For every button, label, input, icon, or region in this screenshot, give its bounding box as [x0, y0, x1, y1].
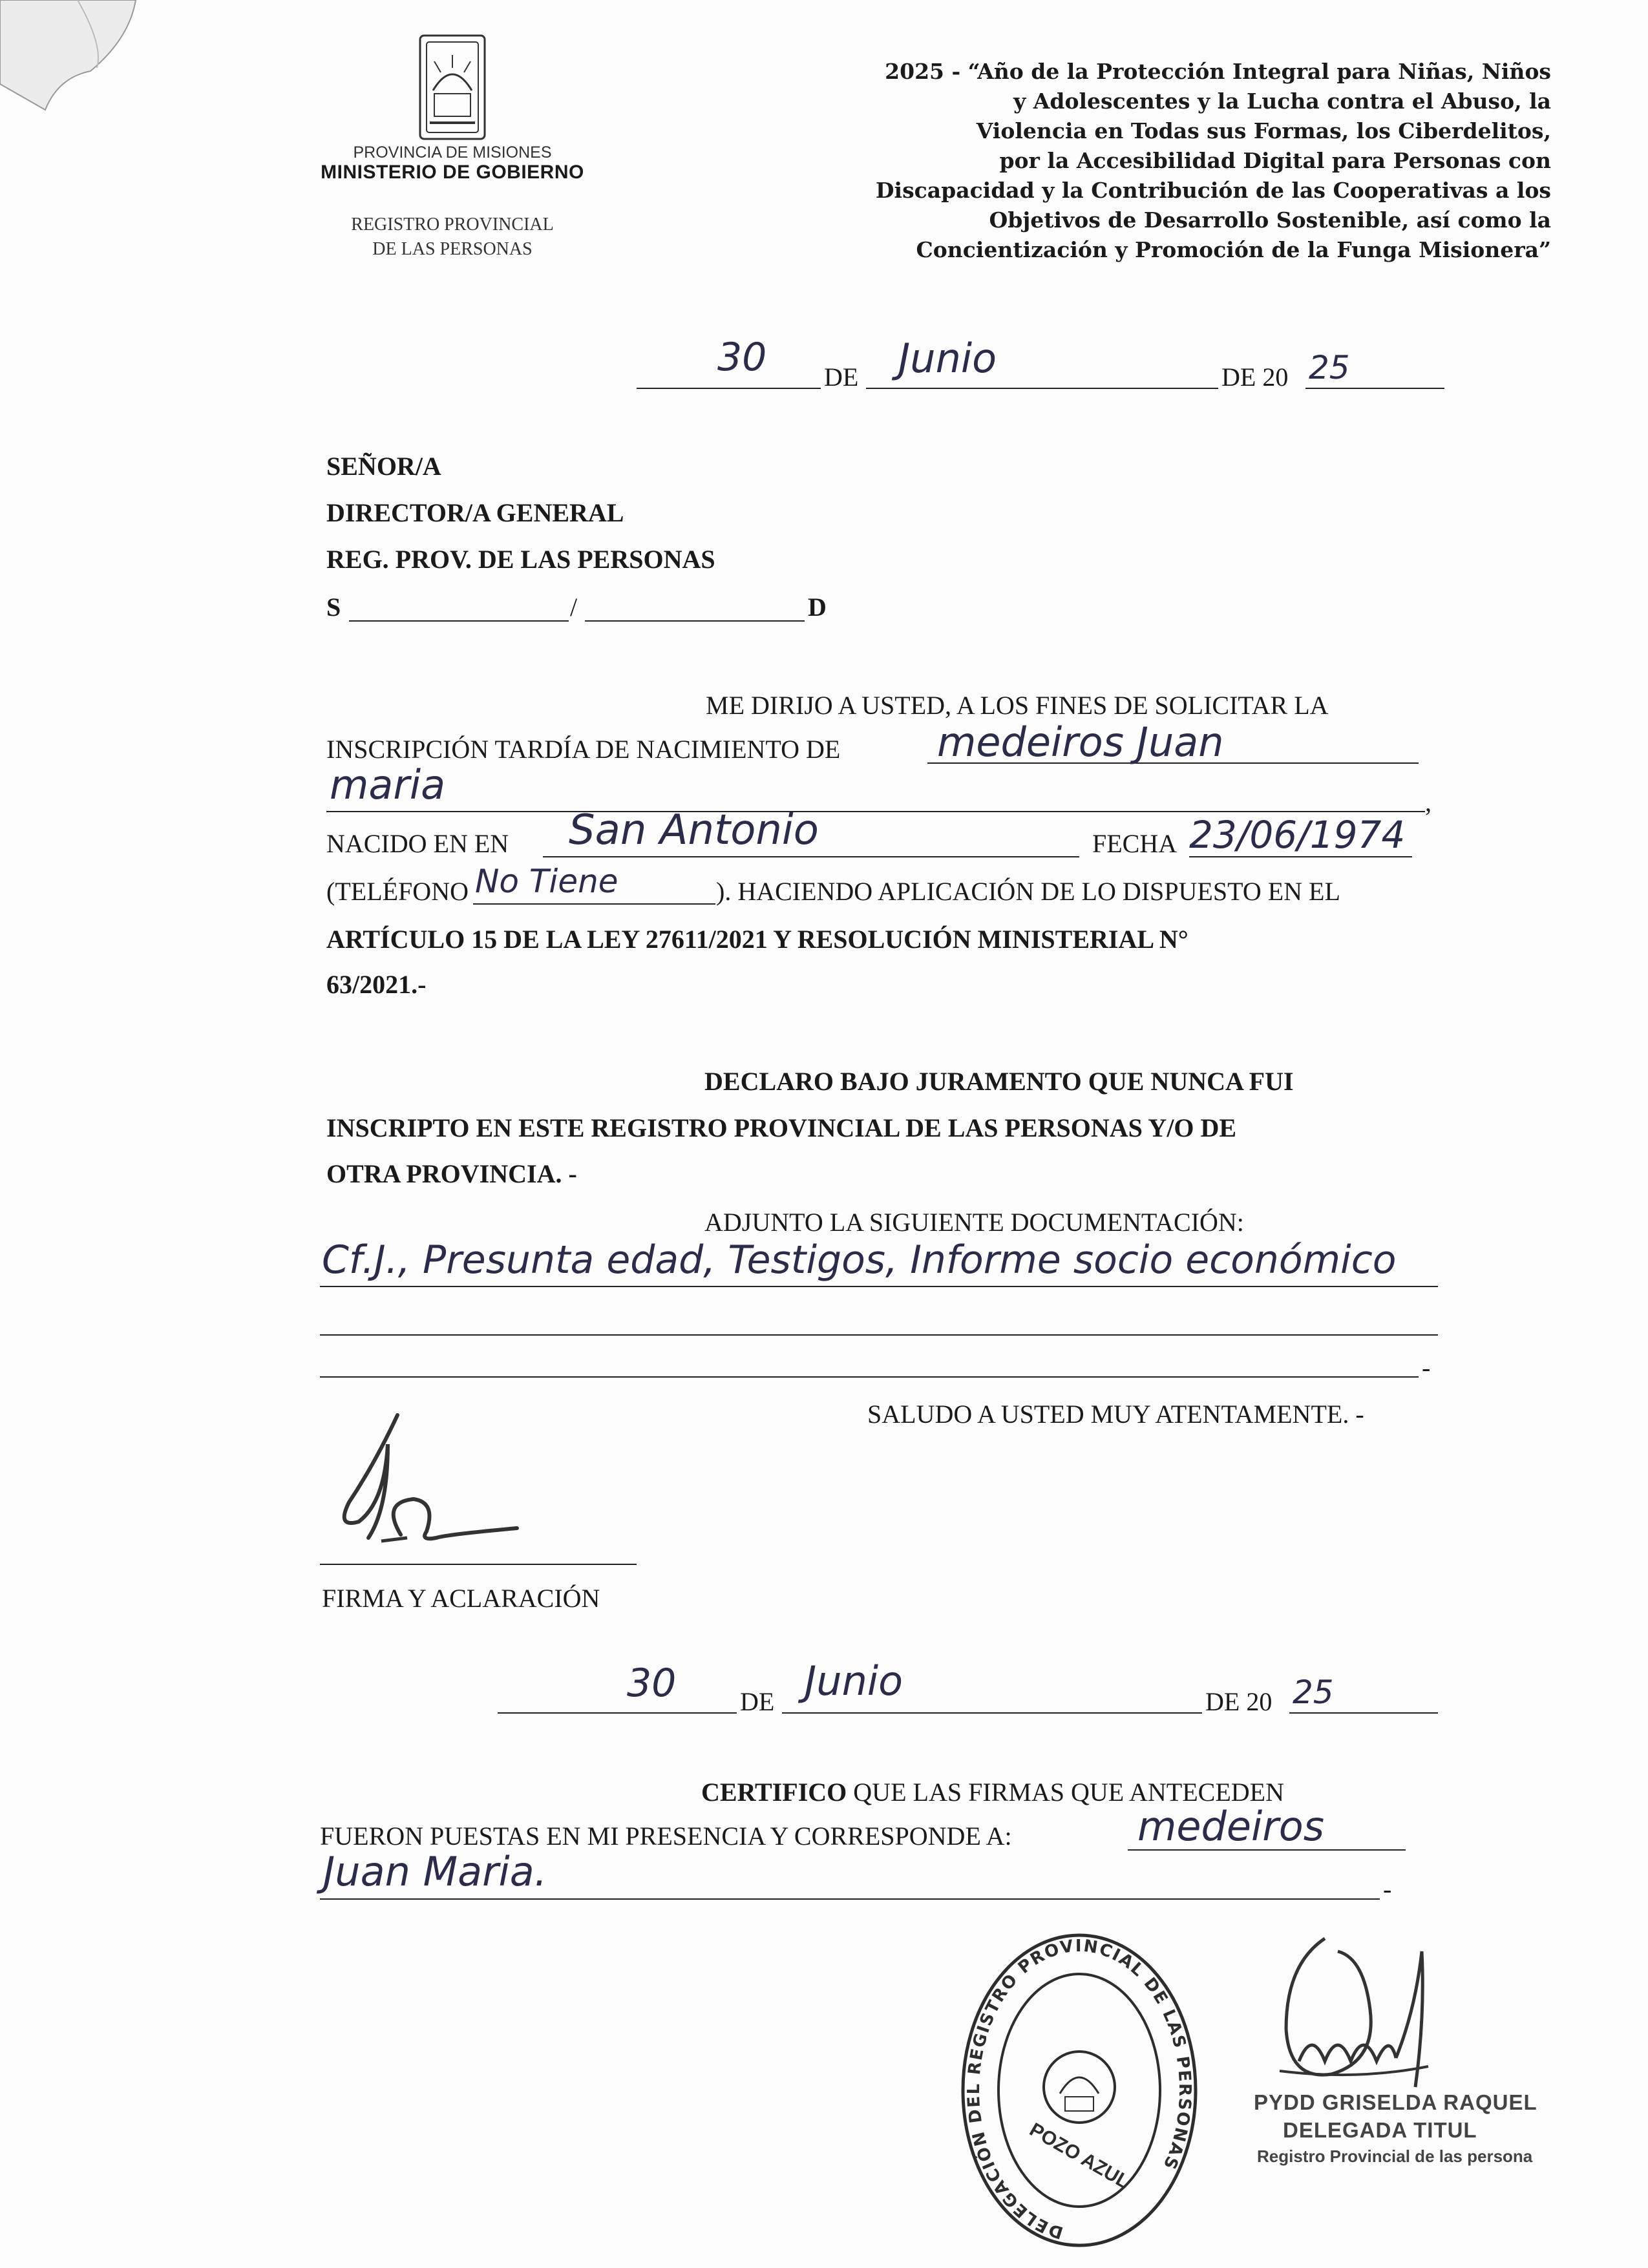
date2-day-line	[498, 1712, 737, 1714]
certification-line2: FUERON PUESTAS EN MI PRESENCIA Y CORRESPONDE A:	[320, 1822, 1012, 1851]
documents-line3	[320, 1376, 1419, 1378]
signature-label: FIRMA Y ACLARACIÓN	[322, 1584, 600, 1613]
certification-bold: CERTIFICO	[701, 1778, 847, 1807]
phone-rest: ). HACIENDO APLICACIÓN DE LO DISPUESTO EN EL	[716, 877, 1340, 906]
date2-de: DE	[740, 1687, 775, 1716]
motto-line: por la Accesibilidad Digital para Personas con	[999, 148, 1551, 173]
certified-name1: medeiros	[1137, 1803, 1324, 1850]
date1-day: 30	[717, 335, 767, 380]
legal-line2: 63/2021.-	[326, 970, 427, 999]
born-label: NACIDO EN EN	[326, 829, 509, 858]
date1-de: DE	[824, 362, 859, 392]
addressee-line1: SEÑOR/A	[326, 452, 441, 481]
date2-year-line	[1289, 1712, 1438, 1714]
closing-text: SALUDO A USTED MUY ATENTAMENTE. -	[867, 1400, 1364, 1429]
province-crest	[401, 32, 504, 142]
addressee-slash: /	[570, 593, 578, 622]
declaration-line1: DECLARO BAJO JURAMENTO QUE NUNCA FUI	[704, 1067, 1294, 1096]
official-title: DELEGADA TITUL	[1283, 2118, 1477, 2142]
certification-dash: -	[1383, 1874, 1392, 1904]
legal-line1: ARTÍCULO 15 DE LA LEY 27611/2021 Y RESOLUCIÓN MINISTERIAL N°	[326, 925, 1188, 954]
stamp-ring-text: DELEGACIÓN DEL REGISTRO PROVINCIAL DE LAS PERSONAS	[964, 1936, 1195, 2243]
year-motto	[876, 57, 1551, 265]
official-name: PYDD GRISELDA RAQUEL	[1254, 2090, 1537, 2114]
motto-line: Objetivos de Desarrollo Sostenible, así como la	[989, 207, 1551, 233]
born-place-line	[543, 856, 1079, 857]
addressee-line2: DIRECTOR/A GENERAL	[326, 498, 624, 527]
motto-line: 2025 - “Año de la Protección Integral para Niñas, Niños	[885, 59, 1551, 84]
curled-corner	[0, 0, 194, 129]
motto-line: Violencia en Todas sus Formas, los Ciberdelitos,	[976, 118, 1551, 143]
date2-year: 25	[1293, 1674, 1334, 1711]
birth-date: 23/06/1974	[1189, 813, 1406, 857]
declaration-line2: INSCRIPTO EN ESTE REGISTRO PROVINCIAL DE LAS PERSONAS Y/O DE	[326, 1113, 1237, 1142]
header-ministry: MINISTERIO DE GOBIERNO	[321, 162, 584, 183]
born-place: San Antonio	[569, 806, 819, 854]
date2-year-prefix: DE 20	[1205, 1687, 1273, 1716]
office-stamp	[956, 1932, 1202, 2255]
header-province: PROVINCIA DE MISIONES	[353, 143, 552, 162]
date1-year-prefix: DE 20	[1221, 362, 1289, 392]
date-label: FECHA	[1092, 829, 1178, 858]
applicant-signature	[323, 1405, 543, 1548]
phone-value: No Tiene	[475, 863, 618, 900]
date1-year-line	[1305, 388, 1444, 389]
date1-year: 25	[1309, 349, 1350, 386]
date2-day: 30	[627, 1661, 677, 1706]
date1-month-line	[866, 388, 1218, 389]
date1-month: Junio	[898, 335, 997, 382]
date1-day-line	[637, 388, 821, 389]
signature-line	[320, 1564, 637, 1565]
addressee-d: D	[808, 593, 827, 622]
documents-label: ADJUNTO LA SIGUIENTE DOCUMENTACIÓN:	[704, 1208, 1244, 1237]
documents-dash: -	[1422, 1353, 1431, 1382]
certification-rest: QUE LAS FIRMAS QUE ANTECEDEN	[847, 1778, 1284, 1807]
inscription-label: INSCRIPCIÓN TARDÍA DE NACIMIENTO DE	[326, 735, 841, 764]
documents-handwritten: Cf.J., Presunta edad, Testigos, Informe socio económico	[322, 1237, 1397, 1283]
official-office: Registro Provincial de las persona	[1257, 2147, 1533, 2166]
declaration-line3: OTRA PROVINCIA. -	[326, 1159, 577, 1188]
header-registry-line1: REGISTRO PROVINCIAL	[351, 215, 554, 235]
addressee-s: S	[326, 593, 341, 622]
motto-line: y Adolescentes y la Lucha contra el Abuso, la	[1013, 89, 1551, 114]
documents-line1	[320, 1286, 1438, 1287]
phone-line	[473, 903, 715, 905]
addressee-line-left	[349, 620, 569, 622]
date2-month: Junio	[805, 1657, 903, 1705]
addressee-line-right	[585, 620, 805, 622]
name-line2	[326, 811, 1425, 812]
addressee-line3: REG. PROV. DE LAS PERSONAS	[326, 545, 715, 574]
documents-line2	[320, 1334, 1438, 1336]
motto-line: Concientización y Promoción de la Funga Misionera”	[916, 237, 1551, 262]
date2-month-line	[782, 1712, 1202, 1714]
name-comma: ,	[1425, 788, 1431, 817]
phone-label: (TELÉFONO	[326, 877, 469, 906]
certified-name2: Juan Maria.	[323, 1848, 547, 1895]
official-signature	[1260, 1913, 1532, 2100]
request-intro: ME DIRIJO A USTED, A LOS FINES DE SOLICITAR LA	[706, 691, 1329, 720]
certified-name-line2	[320, 1898, 1380, 1900]
stamp-center-text: POZO AZUL	[1026, 2119, 1134, 2193]
person-name-part1: medeiros Juan	[937, 719, 1224, 766]
person-name-part2: maria	[330, 761, 446, 808]
header-registry-line2: DE LAS PERSONAS	[372, 239, 533, 259]
motto-line: Discapacidad y la Contribución de las Cooperativas a los	[875, 178, 1551, 203]
